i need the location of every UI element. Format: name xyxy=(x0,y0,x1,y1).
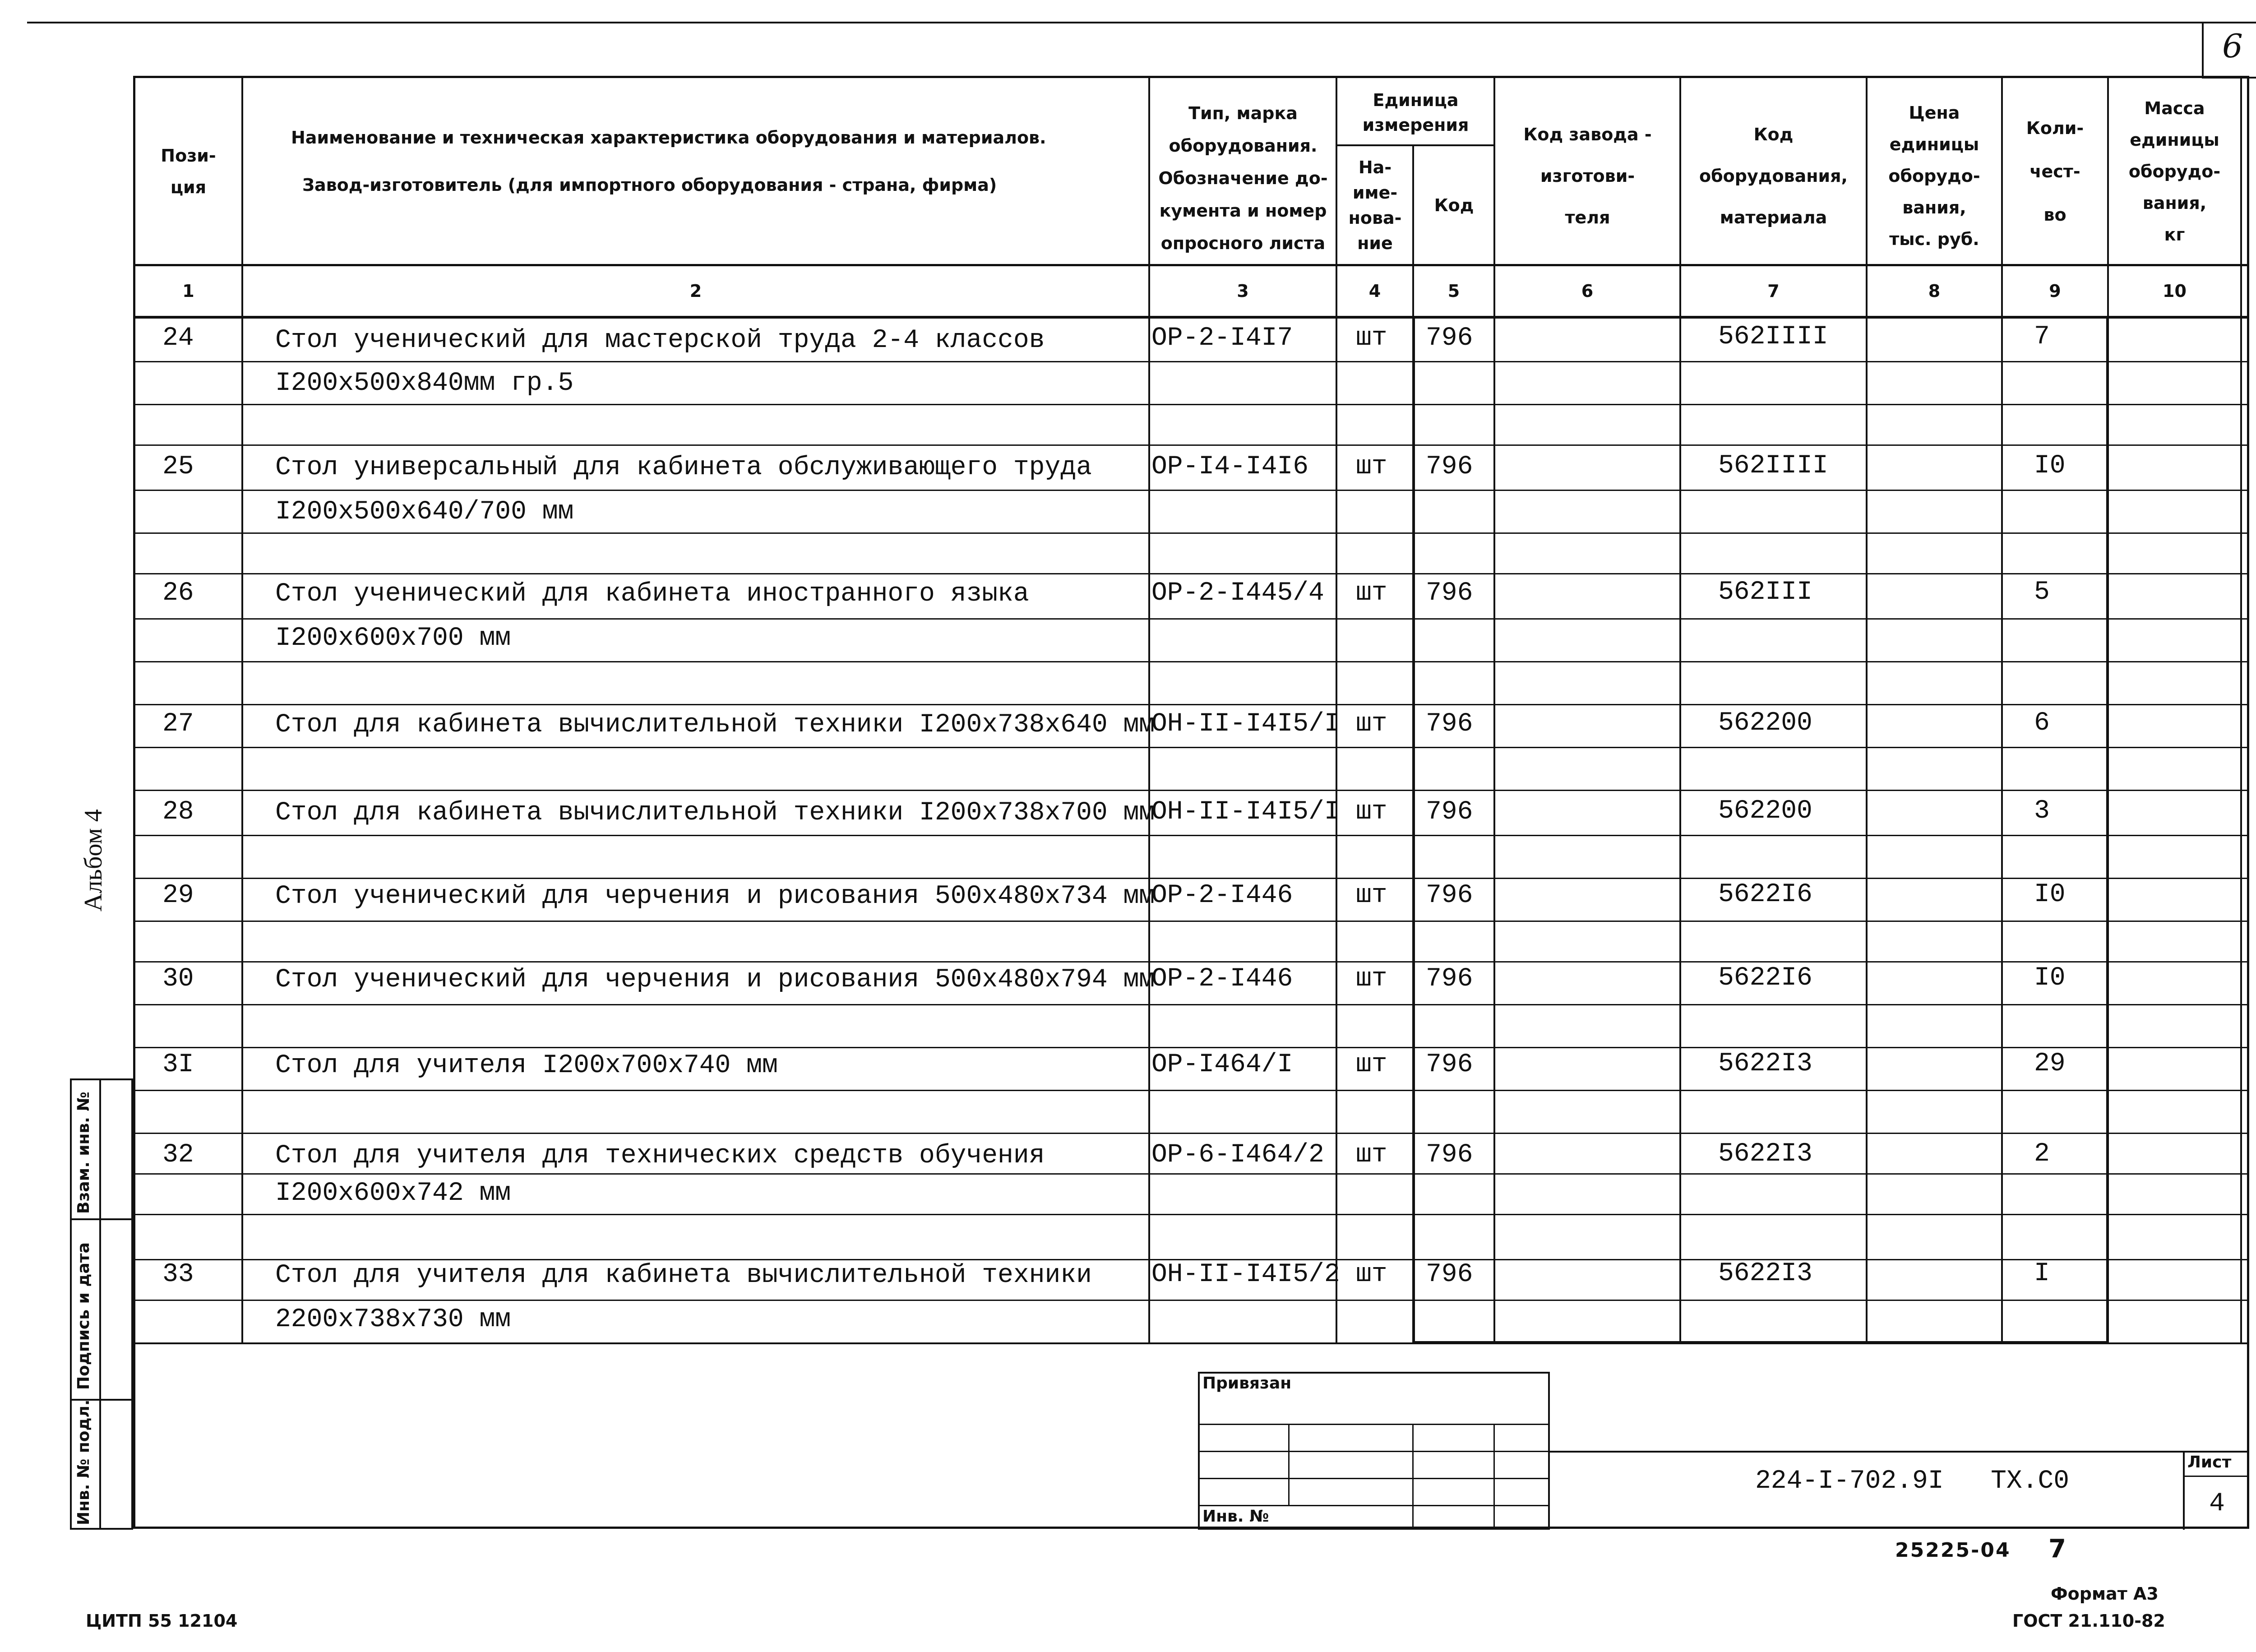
colnum-6: 6 xyxy=(1581,281,1594,301)
row-unit: шт xyxy=(1356,709,1387,739)
row-equip-code: 5622I6 xyxy=(1718,963,1812,993)
stamp-vline-1 xyxy=(1288,1424,1290,1505)
row-line xyxy=(133,1047,2249,1048)
row-line xyxy=(133,1133,2249,1134)
header-mass: Масса единицы оборудо- вания, кг xyxy=(2128,98,2221,245)
row-unit-code: 796 xyxy=(1426,1260,1473,1289)
header-equip-code: Код оборудования, материала xyxy=(1699,125,1848,227)
row-equip-code: 5622I3 xyxy=(1718,1049,1812,1078)
row-name: Стол для учителя для кабинета вычислительной техники xyxy=(275,1261,1092,1290)
row-equip-code: 562IIII xyxy=(1718,451,1828,481)
row-position: 25 xyxy=(162,452,194,481)
header-name-2: Завод-изготовитель (для импортного оборудования - страна, фирма) xyxy=(302,175,997,195)
side-stamp-divider xyxy=(99,1078,101,1530)
stamp-hline-1 xyxy=(1198,1424,1550,1425)
title-main-top xyxy=(1550,1451,2249,1453)
side-stamp-vzam: Взам. инв. № xyxy=(74,1092,93,1214)
header-bottom-line xyxy=(133,264,2249,266)
colnum-7: 7 xyxy=(1767,281,1780,301)
stamp-vline-3 xyxy=(1493,1424,1495,1530)
stamp-privyazan: Привязан xyxy=(1202,1374,1292,1393)
row-qty: I0 xyxy=(2034,880,2066,909)
row-type: ОР-2-I446 xyxy=(1151,964,1293,994)
sheet-corner-number: 6 xyxy=(2222,27,2243,65)
row-qty: I xyxy=(2034,1259,2050,1288)
row-unit-code: 796 xyxy=(1426,324,1473,353)
row-unit: шт xyxy=(1356,324,1387,353)
row-line xyxy=(133,704,2249,705)
stamp-inv-no: Инв. № xyxy=(1202,1507,1269,1526)
header-type: Тип, марка оборудования. Обозначение до- кумента и номер опросного листа xyxy=(1158,103,1328,253)
album-label: Альбом 4 xyxy=(79,809,107,912)
row-line xyxy=(133,747,2249,748)
row-name-dims: 2200x738x730 мм xyxy=(275,1305,511,1334)
row-unit-code: 796 xyxy=(1426,964,1473,994)
row-unit-code: 796 xyxy=(1426,709,1473,739)
stamp-vline-2 xyxy=(1412,1424,1414,1530)
row-line xyxy=(133,1342,2249,1344)
row-unit: шт xyxy=(1356,1050,1387,1079)
row-name-dims: I200x500x840мм гр.5 xyxy=(275,369,574,398)
row-equip-code: 5622I6 xyxy=(1718,880,1812,909)
row-name-dims: I200x600x742 мм xyxy=(275,1179,511,1208)
row-name: Стол для кабинета вычислительной техники I200x738x640 мм xyxy=(275,710,1155,740)
row-position: 28 xyxy=(162,797,194,827)
title-list-hline xyxy=(2183,1476,2249,1477)
row-position: 26 xyxy=(162,578,194,608)
row-unit-code: 796 xyxy=(1426,881,1473,910)
footer-format: Формат А3 xyxy=(2051,1584,2159,1604)
row-equip-code: 562IIII xyxy=(1718,322,1828,352)
row-unit: шт xyxy=(1356,1140,1387,1170)
row-name-dims: I200x500x640/700 мм xyxy=(275,497,574,527)
footer-stamp-suffix: 7 xyxy=(2048,1534,2066,1564)
footer-stamp-number: 25225-04 xyxy=(1895,1539,2011,1562)
row-qty: 29 xyxy=(2034,1049,2066,1078)
row-type: ОН-II-I4I5/I xyxy=(1151,797,1340,827)
stamp-hline-4 xyxy=(1198,1505,1550,1506)
row-type: ОР-6-I464/2 xyxy=(1151,1140,1324,1170)
row-equip-code: 5622I3 xyxy=(1718,1259,1812,1288)
document-code: 224-I-702.9I ТХ.С0 xyxy=(1755,1467,2070,1496)
row-qty: 5 xyxy=(2034,578,2050,607)
header-qty: Коли- чест- во xyxy=(2026,118,2084,225)
row-unit: шт xyxy=(1356,452,1387,481)
row-line xyxy=(133,835,2249,836)
row-qty: 3 xyxy=(2034,796,2050,826)
header-unit-name: На- име- нова- ние xyxy=(1348,157,1402,253)
row-qty: 2 xyxy=(2034,1139,2050,1169)
row-line xyxy=(133,661,2249,662)
colnum-1: 1 xyxy=(182,281,194,301)
colnum-8: 8 xyxy=(1928,281,1941,301)
row-position: 29 xyxy=(162,881,194,910)
header-name-1: Наименование и техническая характеристика оборудования и материалов. xyxy=(291,128,1046,148)
header-price: Цена единицы оборудо- вания, тыс. руб. xyxy=(1888,103,1980,249)
row-qty: I0 xyxy=(2034,963,2066,993)
row-position: 30 xyxy=(162,964,194,994)
row-name: Стол ученический для черчения и рисования 500x480x734 мм xyxy=(275,882,1155,911)
row-equip-code: 5622I3 xyxy=(1718,1139,1812,1169)
footer-left-code: ЦИТП 55 12104 xyxy=(86,1611,238,1631)
header-unit-code: Код xyxy=(1434,195,1474,215)
row-type: ОР-2-I445/4 xyxy=(1151,578,1324,608)
row-line xyxy=(133,1173,2249,1175)
row-unit: шт xyxy=(1356,964,1387,994)
row-line xyxy=(133,790,2249,791)
row-line xyxy=(133,532,2249,534)
row-position: 24 xyxy=(162,324,194,353)
row-name: Стол для учителя для технических средств обучения xyxy=(275,1141,1045,1171)
row-unit: шт xyxy=(1356,797,1387,827)
side-stamp-sep1 xyxy=(70,1218,133,1220)
row-type: ОР-2-I446 xyxy=(1151,881,1293,910)
row-line xyxy=(133,961,2249,963)
row-position: 3I xyxy=(162,1050,194,1079)
row-type: ОН-II-I4I5/I xyxy=(1151,709,1340,739)
side-stamp-inv: Инв. № подл. xyxy=(74,1399,93,1525)
frame-top-line xyxy=(27,22,2256,23)
row-line xyxy=(133,1004,2249,1005)
row-line xyxy=(133,878,2249,879)
row-line xyxy=(133,1300,2249,1301)
stamp-hline-3 xyxy=(1198,1478,1550,1479)
row-line xyxy=(133,1090,2249,1091)
row-position: 27 xyxy=(162,709,194,739)
row-unit: шт xyxy=(1356,881,1387,910)
colnum-5: 5 xyxy=(1447,281,1460,301)
row-qty: 7 xyxy=(2034,322,2050,352)
row-name: Стол ученический для черчения и рисования 500x480x794 мм xyxy=(275,965,1155,995)
row-type: ОН-II-I4I5/2 xyxy=(1151,1260,1340,1289)
colnum-10: 10 xyxy=(2163,281,2187,301)
list-number: 4 xyxy=(2209,1489,2225,1518)
colnum-4: 4 xyxy=(1368,281,1381,301)
row-unit-code: 796 xyxy=(1426,452,1473,481)
row-unit: шт xyxy=(1356,578,1387,608)
row-name: Стол ученический для кабинета иностранного языка xyxy=(275,579,1029,609)
row-equip-code: 562200 xyxy=(1718,708,1812,738)
row-name: Стол для учителя I200x700x740 мм xyxy=(275,1051,778,1080)
row-line xyxy=(133,444,2249,446)
colnum-2: 2 xyxy=(689,281,702,301)
row-name: Стол для кабинета вычислительной техники I200x738x700 мм xyxy=(275,798,1155,828)
row-equip-code: 562III xyxy=(1718,578,1812,607)
row-name: Стол универсальный для кабинета обслуживающего труда xyxy=(275,453,1092,482)
row-unit-code: 796 xyxy=(1426,578,1473,608)
row-qty: 6 xyxy=(2034,708,2050,738)
row-unit: шт xyxy=(1356,1260,1387,1289)
row-qty: I0 xyxy=(2034,451,2066,481)
row-unit-code: 796 xyxy=(1426,797,1473,827)
header-factory-code: Код завода - изготови- теля xyxy=(1523,125,1652,227)
footer-gost: ГОСТ 21.110-82 xyxy=(2012,1611,2165,1631)
row-equip-code: 562200 xyxy=(1718,796,1812,826)
row-line xyxy=(133,573,2249,574)
row-type: ОР-I4-I4I6 xyxy=(1151,452,1309,481)
row-name: Стол ученический для мастерской труда 2-4 классов xyxy=(275,326,1045,355)
colnum-3: 3 xyxy=(1237,281,1249,301)
row-type: ОР-2-I4I7 xyxy=(1151,324,1293,353)
row-position: 33 xyxy=(162,1260,194,1289)
row-line xyxy=(133,618,2249,620)
row-line xyxy=(133,1214,2249,1215)
row-line xyxy=(133,490,2249,491)
stamp-hline-2 xyxy=(1198,1451,1550,1452)
row-unit-code: 796 xyxy=(1426,1140,1473,1170)
header-position: Пози- ция xyxy=(161,146,216,197)
unit-group-line xyxy=(1336,144,1493,146)
row-unit-code: 796 xyxy=(1426,1050,1473,1079)
colnum-9: 9 xyxy=(2049,281,2061,301)
row-line xyxy=(133,361,2249,362)
row-position: 32 xyxy=(162,1140,194,1170)
header-unit-group: Единица измерения xyxy=(1362,90,1469,135)
row-line xyxy=(133,921,2249,922)
row-name-dims: I200x600x700 мм xyxy=(275,624,511,653)
side-stamp-podpis: Подпись и дата xyxy=(74,1242,93,1390)
row-type: ОР-I464/I xyxy=(1151,1050,1293,1079)
list-label: Лист xyxy=(2187,1453,2232,1472)
row-line xyxy=(133,404,2249,405)
